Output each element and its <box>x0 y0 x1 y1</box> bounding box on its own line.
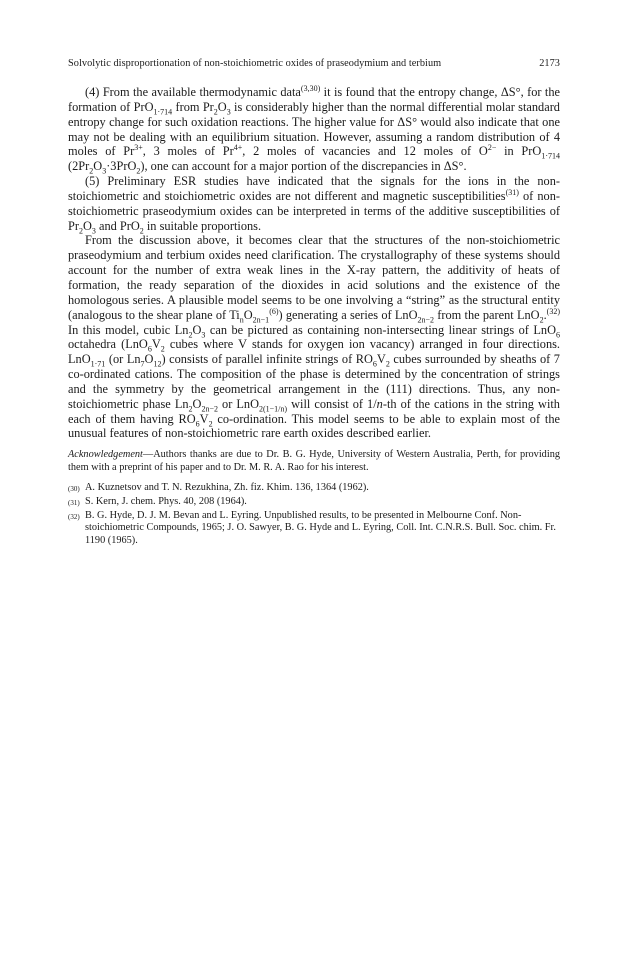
reference-text: S. Kern, J. chem. Phys. 40, 208 (1964). <box>85 496 247 508</box>
reference-number: (32) <box>68 512 80 521</box>
reference-item <box>68 482 560 496</box>
acknowledgement <box>68 449 560 474</box>
reference-text: A. Kuznetsov and T. N. Rezukhina, Zh. fiz. Khim. 136, 1364 (1962). <box>85 482 369 494</box>
reference-item <box>68 496 560 510</box>
reference-item <box>68 510 560 548</box>
reference-number: (30) <box>68 485 80 494</box>
running-header <box>68 58 560 69</box>
reference-number: (31) <box>68 499 80 508</box>
paragraph-5: (5) Preliminary ESR studies have indicated that the signals for the ions in the non-stoichiometric and stoichiometric oxides are not different and magnetic susceptibilities$^{(31)}$ of non-stoichiometric praseodymium oxides can be interpreted in terms of the additive susceptibilities of $Pr_2O_3$ and PrO$_2$ in suitable proportions. <box>68 174 560 236</box>
reference-list <box>68 482 560 547</box>
paragraph-discussion: From the discussion above, it becomes clear that the structures of the non-stoichiometric praseodymium and terbium oxides need clarification. The crystallography of these systems should account for the number of extra weak lines in the X-ray pattern, the additivity of heats of formation, the ready separation of the dioxides in acid solutions and the existence of the homologous series. A plausible model seems to be one involving a “string” as the structural entity (analogous to the shear plane of $Ti_nO_{2n-1}^{(6)}$) generating a series of LnO$_{2n-2}$ from the parent LnO$_2$.$^{(32)}$ In this model, cubic $Ln_2O_3$ can be pictured as containing non-intersecting linear strings of LnO$_6$ octahedra ($LnO_6V_2$ cubes where V stands for oxygen ion vacancy) arranged in four directions. LnO$_{1\cdot 71}$ (or $Ln_7O_{12}$) consists of parallel infinite strings of $RO_6V_2$ cubes surrounded by sheaths of 7 co-ordinated cations. The composition of the phase is determined by the concentration of strings and the symmetry by the geometrical arrangement in the (111) directions. Thus, any non-stoichiometric phase $Ln_2O_{2n-2}$ or LnO$_{2(1-1/n)}$ will consist of 1/n-th of the cations in the string with each of them having $RO_6V_2$ co-ordination. This model seems to be able to explain most of the unusual features of non-stoichiometric rare earth oxides described earlier. <box>68 233 561 441</box>
running-title: Solvolytic disproportionation of non-stoichiometric oxides of praseodymium and terbium <box>68 58 442 69</box>
paragraph-4: (4) From the available thermodynamic data$^{(3,30)}$ it is found that the entropy change, ΔS°, for the formation of PrO$_{1\cdot 714}$ from $Pr_2O_3$ is considerably higher than the normal differential molar standard entropy change for such oxidation reactions. The higher value for ΔS° would also indicate that one may not be dealing with an equilibrium situation. However, assuming a random distribution of 4 moles of $Pr^{3+}$, 3 moles of $Pr^{4+}$, 2 moles of vacancies and 12 moles of $O^{2-}$ in PrO$_{1\cdot 714}$ $(2Pr_2O_3\cdot 3PrO_2)$, one can account for a major portion of the discrepancies in ΔS°. <box>68 83 560 176</box>
acknowledgement-label: Acknowledgement <box>68 449 143 461</box>
page-number: 2173 <box>539 58 560 69</box>
body-text <box>68 85 560 441</box>
acknowledgement-text: —Authors thanks are due to Dr. B. G. Hyde, University of Western Australia, Perth, for providing them with a preprint of his paper and to Dr. M. R. A. Rao for his interest. <box>68 449 560 473</box>
reference-text: B. G. Hyde, D. J. M. Bevan and L. Eyring. Unpublished results, to be presented in Melbourne Conf. Non-stoichiometric Compounds, 1965; J. O. Sawyer, B. G. Hyde and L. Eyring, Coll. Int. C.N.R.S. Bull. Soc. chim. Fr. 1190 (1965). <box>85 509 556 546</box>
